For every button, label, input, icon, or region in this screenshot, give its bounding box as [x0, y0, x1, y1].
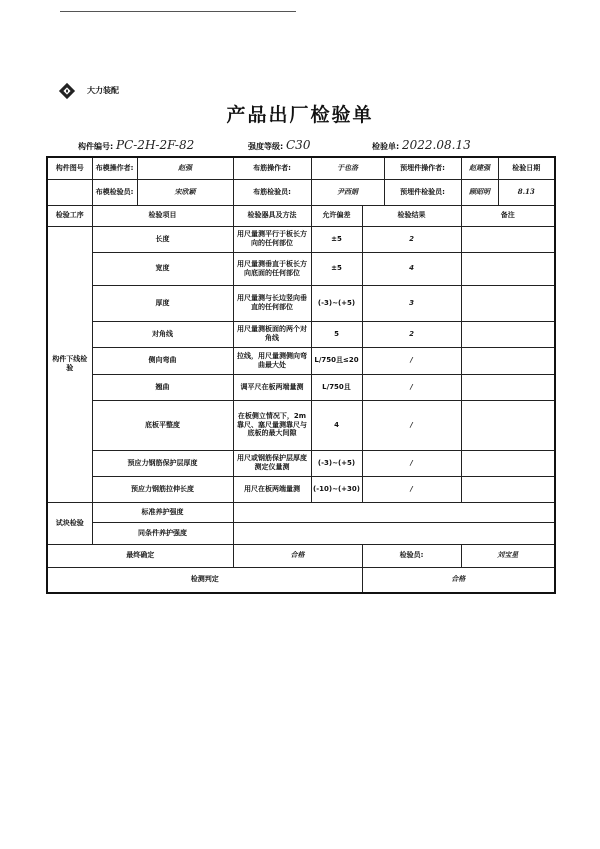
- row-result: 2: [362, 226, 461, 252]
- row-tolerance: 4: [311, 400, 362, 450]
- inspector-row: [47, 179, 555, 205]
- table-row: [47, 347, 555, 374]
- inspection-no-value: 2022.08.13: [402, 138, 471, 152]
- row-tolerance: (-10)~(+30): [311, 476, 362, 502]
- row-method: 用尺量测垂直于板长方向底面的任何部位: [233, 252, 311, 285]
- inspection-no: [372, 138, 471, 152]
- col-item: 检验项目: [92, 205, 233, 226]
- row-tolerance: ±5: [311, 252, 362, 285]
- table-row: [47, 285, 555, 321]
- row-tolerance: ±5: [311, 226, 362, 252]
- inspector-signature: 刘宝星: [461, 544, 555, 567]
- blank-cell: [47, 179, 92, 205]
- judgement-row: [47, 567, 555, 593]
- row-item: 对角线: [92, 321, 233, 347]
- row-result: /: [362, 347, 461, 374]
- row-result: 4: [362, 252, 461, 285]
- row-item: 预应力钢筋拉伸长度: [92, 476, 233, 502]
- row-tolerance: 5: [311, 321, 362, 347]
- col-tolerance: 允许偏差: [311, 205, 362, 226]
- row-remark: [461, 347, 555, 374]
- standard-curing-label: 标准养护强度: [92, 502, 233, 522]
- row-item: 宽度: [92, 252, 233, 285]
- test-block-label: 试块检验: [47, 502, 92, 544]
- standard-curing-value: [233, 502, 555, 522]
- component-no-value: PC-2H-2F-82: [116, 138, 195, 152]
- row-item: 翘曲: [92, 374, 233, 400]
- table-row: [47, 226, 555, 252]
- table-row: [47, 252, 555, 285]
- component-drawing-label: 构件图号: [47, 157, 92, 179]
- strength-label: 强度等级:: [248, 142, 284, 151]
- column-header-row: [47, 205, 555, 226]
- row-result: /: [362, 450, 461, 476]
- inspection-date-label: 检验日期: [498, 157, 555, 179]
- final-label: 最终确定: [47, 544, 233, 567]
- formwork-operator-label: 布模操作者:: [92, 157, 137, 179]
- test-row-same-condition: [47, 522, 555, 544]
- test-row-standard: [47, 502, 555, 522]
- row-method: 用尺量测与长边竖向垂直的任何部位: [233, 285, 311, 321]
- company-name: 大力装配: [87, 86, 119, 95]
- judgement-label: 检测判定: [47, 567, 362, 593]
- final-value: 合格: [233, 544, 362, 567]
- component-no-label: 构件编号:: [78, 142, 114, 151]
- component-no: [78, 138, 194, 152]
- row-item: 预应力钢筋保护层厚度: [92, 450, 233, 476]
- row-method: 用尺量测平行于板长方向的任何部位: [233, 226, 311, 252]
- row-item: 底板平整度: [92, 400, 233, 450]
- row-method: 用尺在板两端量测: [233, 476, 311, 502]
- company-logo-icon: [58, 82, 76, 100]
- embed-operator-label: 预埋件操作者:: [384, 157, 461, 179]
- inspection-table: [46, 156, 556, 594]
- row-result: 3: [362, 285, 461, 321]
- row-remark: [461, 374, 555, 400]
- table-row: [47, 374, 555, 400]
- row-item: 厚度: [92, 285, 233, 321]
- row-result: 2: [362, 321, 461, 347]
- operator-row: [47, 157, 555, 179]
- table-row: [47, 476, 555, 502]
- strength-value: C30: [286, 138, 311, 152]
- col-result: 检验结果: [362, 205, 461, 226]
- rebar-inspector-value: 尹西娟: [311, 179, 384, 205]
- formwork-operator-value: 赵强: [137, 157, 233, 179]
- embed-inspector-label: 预埋件检验员:: [384, 179, 461, 205]
- inspection-no-label: 检验单:: [372, 142, 400, 151]
- row-method: 用尺量测板面的两个对角线: [233, 321, 311, 347]
- row-result: /: [362, 476, 461, 502]
- same-condition-curing-value: [233, 522, 555, 544]
- row-method: 在板侧立情况下，2m靠尺、塞尺量测靠尺与底板的最大间隙: [233, 400, 311, 450]
- row-item: 长度: [92, 226, 233, 252]
- col-remark: 备注: [461, 205, 555, 226]
- group-label: 构件下线检验: [47, 226, 92, 502]
- row-remark: [461, 285, 555, 321]
- row-remark: [461, 476, 555, 502]
- embed-operator-value: 赵建强: [461, 157, 498, 179]
- row-method: 调平尺在板两端量测: [233, 374, 311, 400]
- rebar-operator-label: 布筋操作者:: [233, 157, 311, 179]
- table-row: [47, 400, 555, 450]
- col-method: 检验器具及方法: [233, 205, 311, 226]
- rebar-operator-value: 于也洛: [311, 157, 384, 179]
- formwork-inspector-label: 布模检验员:: [92, 179, 137, 205]
- row-remark: [461, 400, 555, 450]
- form-title: 产品出厂检验单: [226, 104, 374, 126]
- final-row: [47, 544, 555, 567]
- row-tolerance: L/750且≤20: [311, 347, 362, 374]
- judgement-value: 合格: [362, 567, 555, 593]
- row-item: 侧向弯曲: [92, 347, 233, 374]
- same-condition-curing-label: 同条件养护强度: [92, 522, 233, 544]
- table-row: [47, 321, 555, 347]
- formwork-inspector-value: 宋欣颖: [137, 179, 233, 205]
- rebar-inspector-label: 布筋检验员:: [233, 179, 311, 205]
- row-method: 拉线，用尺量测侧向弯曲最大处: [233, 347, 311, 374]
- strength-grade: [248, 138, 310, 152]
- row-tolerance: L/750且: [311, 374, 362, 400]
- row-remark: [461, 252, 555, 285]
- row-tolerance: (-3)~(+5): [311, 450, 362, 476]
- inspector-label: 检验员:: [362, 544, 461, 567]
- row-result: /: [362, 374, 461, 400]
- row-method: 用尺或钢筋保护层厚度测定仪量测: [233, 450, 311, 476]
- row-remark: [461, 321, 555, 347]
- row-remark: [461, 226, 555, 252]
- row-result: /: [362, 400, 461, 450]
- top-rule: [60, 11, 296, 12]
- row-remark: [461, 450, 555, 476]
- table-row: [47, 450, 555, 476]
- inspection-date-value: 8.13: [498, 179, 555, 205]
- col-process: 检验工序: [47, 205, 92, 226]
- embed-inspector-value: 顾昭明: [461, 179, 498, 205]
- row-tolerance: (-3)~(+5): [311, 285, 362, 321]
